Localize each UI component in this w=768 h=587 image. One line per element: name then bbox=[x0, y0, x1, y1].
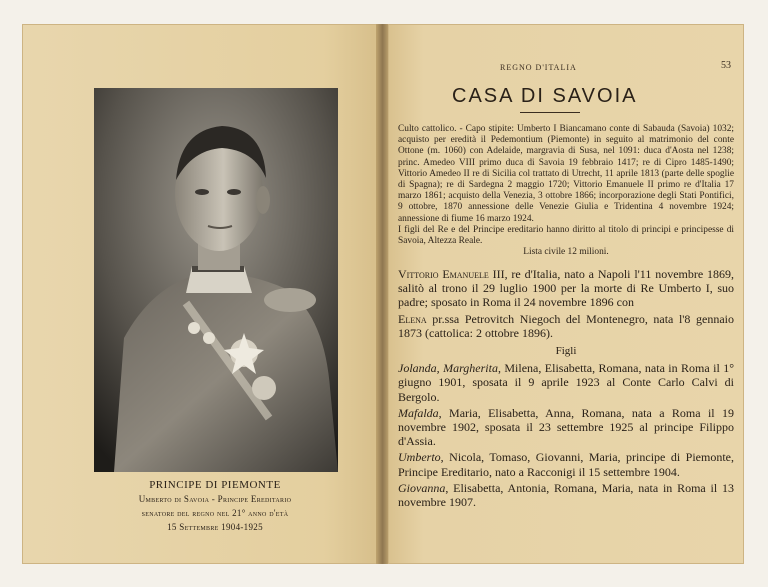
king-text: , re d'Italia, nato a Napoli l'11 novembre 1869, salitò al trono il 29 luglio 1900 per la morte di Re Umberto I, suo padre; sposato in Roma il 24 novembre 1896 con bbox=[398, 267, 734, 310]
caption-line-2: Umberto di Savoia - Principe Ereditario bbox=[138, 494, 292, 504]
intro-section bbox=[398, 124, 734, 258]
king-entry bbox=[398, 267, 734, 310]
children-heading: Figli bbox=[555, 345, 577, 358]
child-text: , Maria, Elisabetta, Anna, Romana, nata a Roma il 19 novembre 1902, sposata il 23 settembre 1925 al principe Filippo d'Assia. bbox=[398, 405, 734, 449]
page-number: 53 bbox=[721, 60, 731, 71]
child-entry bbox=[398, 361, 734, 404]
child-text: , Elisabetta, Antonia, Romana, Maria, nata in Roma il 13 novembre 1907. bbox=[398, 480, 734, 510]
child-text: , Nicola, Tomaso, Giovanni, Maria, principe di Piemonte, Principe Ereditario, nato a Racconigi il 15 settembre 1904. bbox=[398, 450, 734, 479]
queen-entry bbox=[398, 312, 734, 340]
civil-list: Lista civile 12 milioni. bbox=[523, 247, 609, 258]
child-names: Mafalda bbox=[398, 405, 439, 420]
king-name: Vittorio Emanuele III bbox=[398, 267, 505, 281]
page-title: CASA DI SAVOIA bbox=[452, 85, 638, 107]
heirs-note: I figli del Re e del Principe ereditario hanno diritto al titolo di principi e principesse di Savoia, Altezza Reale. bbox=[398, 224, 734, 247]
caption-title: PRINCIPE DI PIEMONTE bbox=[149, 479, 281, 491]
child-names: Giovanna bbox=[398, 480, 446, 495]
child-entry bbox=[398, 450, 734, 478]
child-text: , Milena, Elisabetta, Romana, nata in Roma il 1° giugno 1901, sposata il 9 aprile 1923 al Conte Carlo Calvi di Bergolo. bbox=[398, 361, 735, 404]
genealogy-body bbox=[398, 267, 734, 511]
child-names: Jolanda, Margherita bbox=[398, 361, 498, 376]
caption-line-4: 15 Settembre 1904-1925 bbox=[167, 522, 263, 532]
title-ornament bbox=[520, 112, 580, 119]
caption-line-3: senatore del regno nel 21° anno d'età bbox=[141, 508, 289, 518]
child-names: Umberto bbox=[398, 450, 441, 465]
portrait-photo bbox=[94, 88, 338, 472]
photo-caption bbox=[60, 478, 370, 534]
child-entry bbox=[398, 406, 734, 449]
running-head: REGNO D'ITALIA bbox=[500, 63, 577, 72]
child-entry bbox=[398, 481, 734, 509]
intro-paragraph: Culto cattolico. - Capo stipite: Umberto I Biancamano conte di Sabauda (Savoia) 1032; acquisto per eredità il Pedemontium (Piemonte) in seguito al matrimonio del conte Ottone (m. 1060) con Adelaide, margravia di Susa, nel 1091: duca d'Aosta nel 1238; princ. Amedeo VIII primo duca di Savoia 19 febbraio 1417; re di Cipro 1485-1490; Vittorio Amedeo II re di Sicilia col trattato di Utrecht, 11 aprile 1813 (parte delle spoglie di Spagna); re di Sardegna 2 maggio 1720; Vittorio Emanuele II primo re d'Italia 17 marzo 1861; acquisto della Venezia, 3 ottobre 1866; incorporazione degli Stati Pontifici, 9 ottobre, 1870 annessione delle Venezie Giulia e Tridentina 4 novembre 1924; annessione di fiume 16 marzo 1924. bbox=[398, 124, 734, 224]
queen-text: pr.ssa Petrovitch Niegoch del Montenegro, nata l'8 gennaio 1873 (cattolica: 2 ottobre 1896). bbox=[398, 311, 734, 340]
queen-name: Elena bbox=[398, 311, 427, 326]
